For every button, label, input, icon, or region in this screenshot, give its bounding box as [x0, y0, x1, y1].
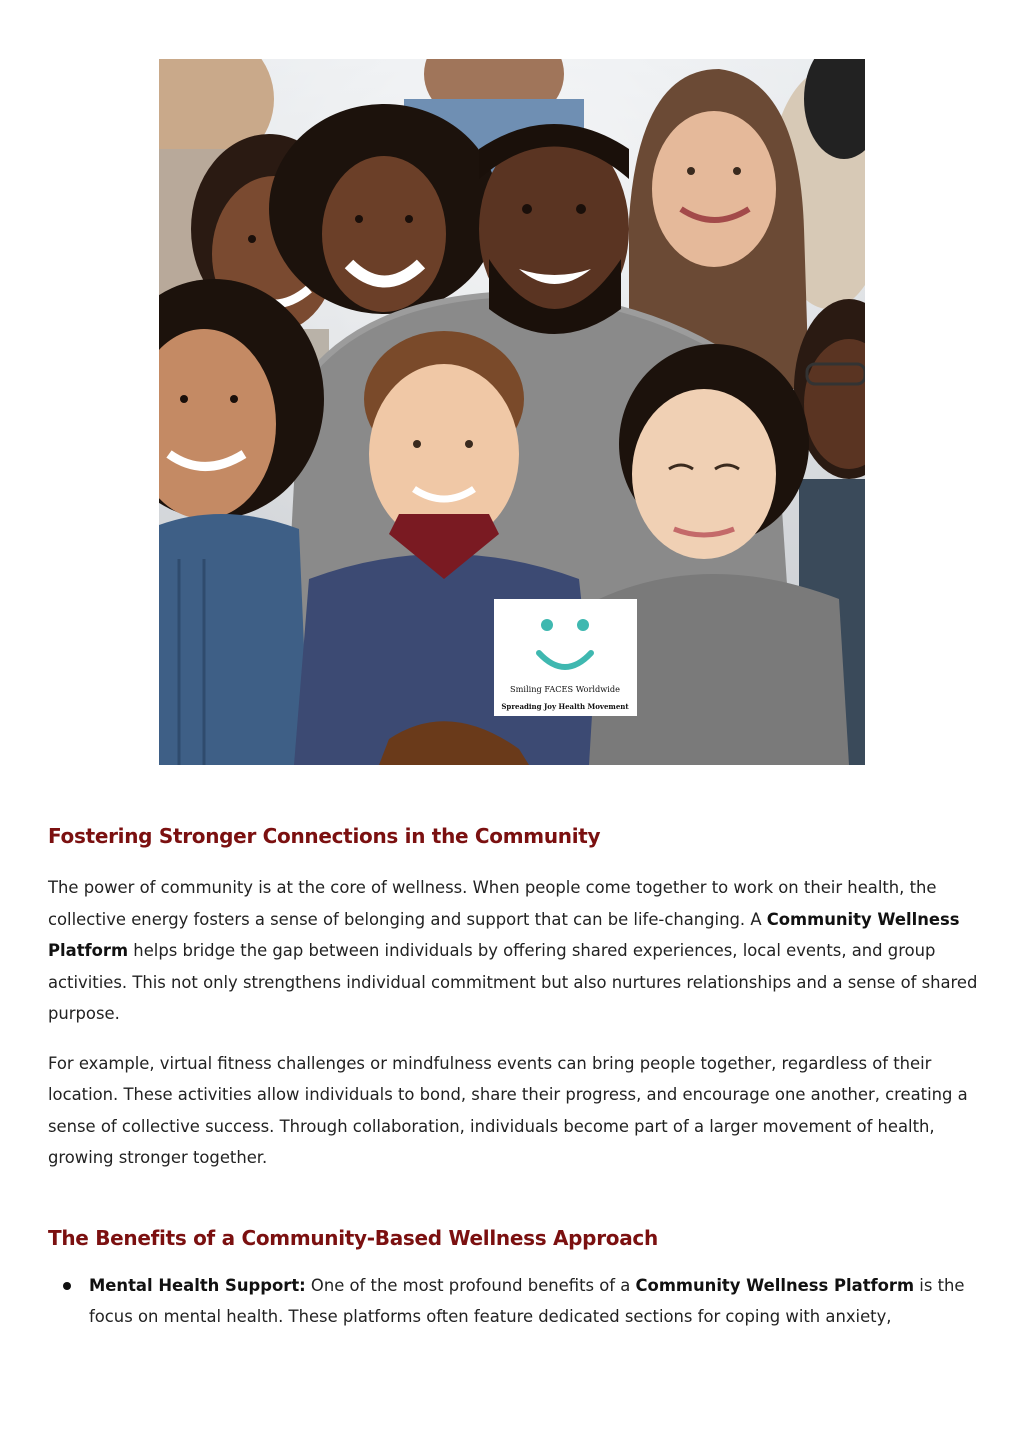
woman-afro	[269, 104, 499, 314]
text-segment: is the focus on mental health. These platforms often feature dedicated sections for coping with anxiety,	[89, 1275, 965, 1326]
paragraph-community-power	[48, 872, 978, 1030]
benefits-list	[48, 1270, 978, 1332]
logo-brand-text: Smiling FACES Worldwide	[510, 684, 620, 694]
community-group-photo	[159, 59, 865, 765]
paragraph-virtual-challenges: For example, virtual fitness challenges or mindfulness events can bring people together, regardless of their location. These activities allow individuals to bond, share their progress, and encourage one another, creating a sense of collective success. Through collaboration, individuals become part of a larger movement of health, growing stronger together.	[48, 1053, 968, 1167]
list-item	[89, 1270, 978, 1332]
article-content	[48, 822, 978, 1332]
bold-term-platform: Community Wellness Platform	[48, 909, 960, 960]
text-segment: The power of community is at the core of wellness. When people come together to work on their health, the collective energy fosters a sense of belonging and support that can be life-changing. A	[48, 878, 937, 929]
text-segment: One of the most profound benefits of a	[305, 1275, 636, 1295]
bullet-icon	[63, 1282, 71, 1290]
section-heading-community: Fostering Stronger Connections in the Community	[48, 824, 601, 848]
smiling-faces-logo	[494, 599, 637, 716]
text-segment: helps bridge the gap between individuals by offering shared experiences, local events, and group activities. This not only strengthens individual commitment but also nurtures relationships and a sense of shared purpose.	[48, 941, 978, 1023]
section-heading-benefits: The Benefits of a Community-Based Wellness Approach	[48, 1225, 658, 1250]
bold-term-platform: Community Wellness Platform	[635, 1275, 915, 1295]
list-item-title: Mental Health Support:	[89, 1275, 306, 1295]
logo-tagline-text: Spreading Joy Health Movement	[501, 702, 629, 711]
